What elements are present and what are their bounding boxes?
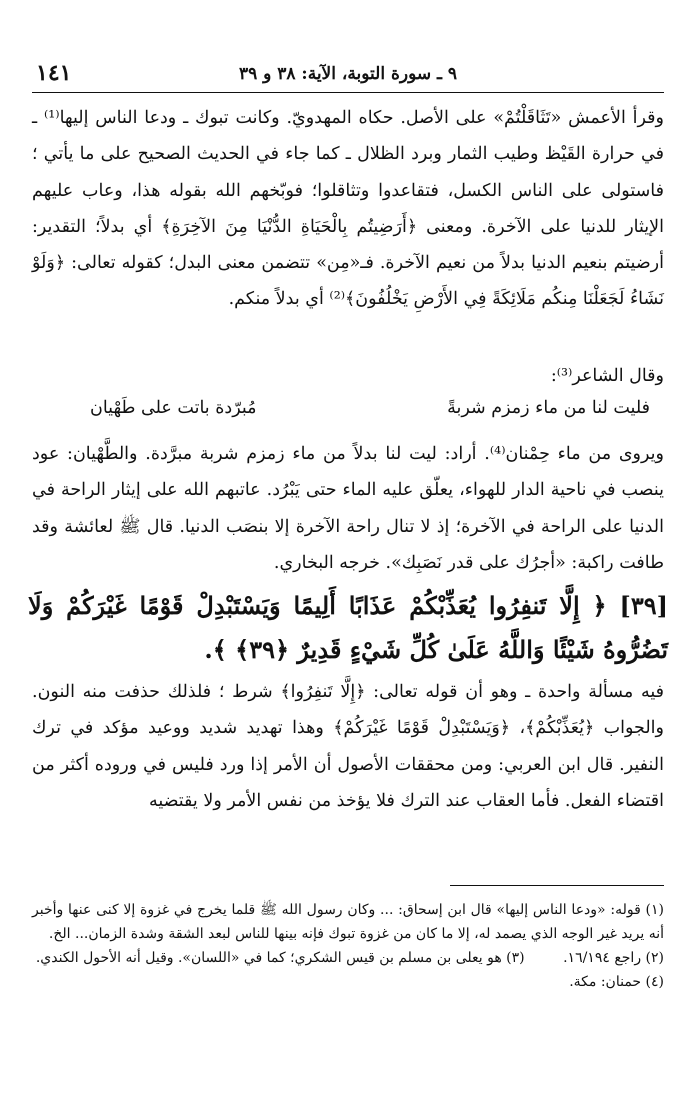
page-number: ١٤١ xyxy=(36,60,72,86)
running-title: ٩ ـ سورة التوبة، الآية: ٣٨ و ٣٩ xyxy=(238,64,458,84)
footnote-2: (٢) راجع ١٦/١٩٤. xyxy=(563,950,664,966)
paragraph-text: وقرأ الأعمش «تَثَاقَلْتُمْ» على الأصل. حكاه المهدويّ. وكانت تبوك ـ ودعا الناس إليها⁽¹⁾ ـ في حرارة القَيْظ وطيب الثمار وبرد الظلال ـ كما جاء في الحديث الصحيح على ما يأتي ؛ فاستولى على الناس الكسل، فتقاعدوا وتثاقلوا؛ فوبّخهم الله بقوله هذا، وعاب عليهم الإيثار للدنيا على الآخرة. ومعنى ﴿أَرَضِيتُم بِالْحَيَاةِ الدُّنْيَا مِنَ الآخِرَةِ﴾ أي بدلاً؛ التقدير: أرضيتم بنعيم الدنيا بدلاً من نعيم الآخرة. فـ«مِن» تتضمن معنى البدل؛ كقوله تعالى: ﴿وَلَوْ نَشَاءُ لَجَعَلْنَا مِنكُم مَلَائِكَةً فِي الأَرْضِ يَخْلُفُونَ﴾⁽²⁾ أي بدلاً منكم. xyxy=(32,108,664,310)
footnote-divider xyxy=(450,885,664,886)
poem-first-hemistich: فليت لنا من ماء زمزم شربةً xyxy=(447,398,650,418)
footnote-3: (٣) هو يعلى بن مسلم بن قيس الشكري؛ كما في «اللسان». وقيل أنه الأحول الكندي. xyxy=(35,950,525,966)
paragraph-text: فيه مسألة واحدة ـ وهو أن قوله تعالى: ﴿إِلَّا تَنفِرُوا﴾ شرط ؛ فلذلك حذفت منه النون. والجواب ﴿يُعَذِّبْكُمْ﴾، ﴿وَيَسْتَبْدِلْ قَوْمًا غَيْرَكُمْ﴾ وهذا تهديد شديد ووعيد مؤكد في ترك النفير. قال ابن العربي: ومن محققات الأصول أن الأمر إذا ورد فليس في وروده أكثر من اقتضاء الفعل. فأما العقاب عند الترك فلا يؤخذ من نفس الأمر ولا يقتضيه xyxy=(32,682,664,811)
commentary-paragraph-2 xyxy=(32,358,664,394)
footnote-row-2-3 xyxy=(32,946,664,970)
verse-number: [٣٩] xyxy=(619,591,668,620)
page-header xyxy=(32,58,664,93)
quran-verse-39 xyxy=(28,584,668,672)
commentary-paragraph-4 xyxy=(32,674,664,819)
footnote-4: (٤) حمنان: مكة. xyxy=(569,974,664,990)
footnote-1: (١) قوله: «ودعا الناس إليها» قال ابن إسحاق: ... وكان رسول الله ﷺ قلما يخرج في غزوة إلا كنى عنها وأخبر أنه يريد غير الوجه الذي يصمد له، إلا ما كان من غزوة تبوك فإنه بينها للناس لبعد الشقة وشدة الزمان... الخ. xyxy=(32,902,664,942)
commentary-paragraph-3 xyxy=(32,436,664,581)
verse-text: ﴿ إِلَّا تَنفِرُوا يُعَذِّبْكُمْ عَذَابًا أَلِيمًا وَيَسْتَبْدِلْ قَوْمًا غَيْرَكُمْ وَلَا تَضُرُّوهُ شَيْئًا وَاللَّهُ عَلَىٰ كُلِّ شَيْءٍ قَدِيرٌ ﴿٣٩﴾ ﴾. xyxy=(28,591,668,664)
poet-intro: وقال الشاعر⁽³⁾: xyxy=(550,366,664,386)
commentary-paragraph-1 xyxy=(32,100,664,318)
poem-second-hemistich: مُبرّدة باتت على طَهْيان xyxy=(90,398,257,418)
paragraph-text: ويروى من ماء حِمْنان⁽⁴⁾. أراد: ليت لنا بدلاً من ماء زمزم شربة مبرَّدة. والطَّهْيان: عود ينصب في ناحية الدار للهواء، يعلّق عليه الماء حتى يَبْرُد. عاتبهم الله على إيثار الراحة في الدنيا على الراحة في الآخرة؛ إذ لا تنال راحة الآخرة إلا بنصَب الدنيا. قال ﷺ لعائشة وقد طافت راكبة: «أجرُك على قدر نَصَبِك». خرجه البخاري. xyxy=(32,444,664,573)
footnotes xyxy=(32,898,664,994)
poem-verse xyxy=(90,396,650,428)
